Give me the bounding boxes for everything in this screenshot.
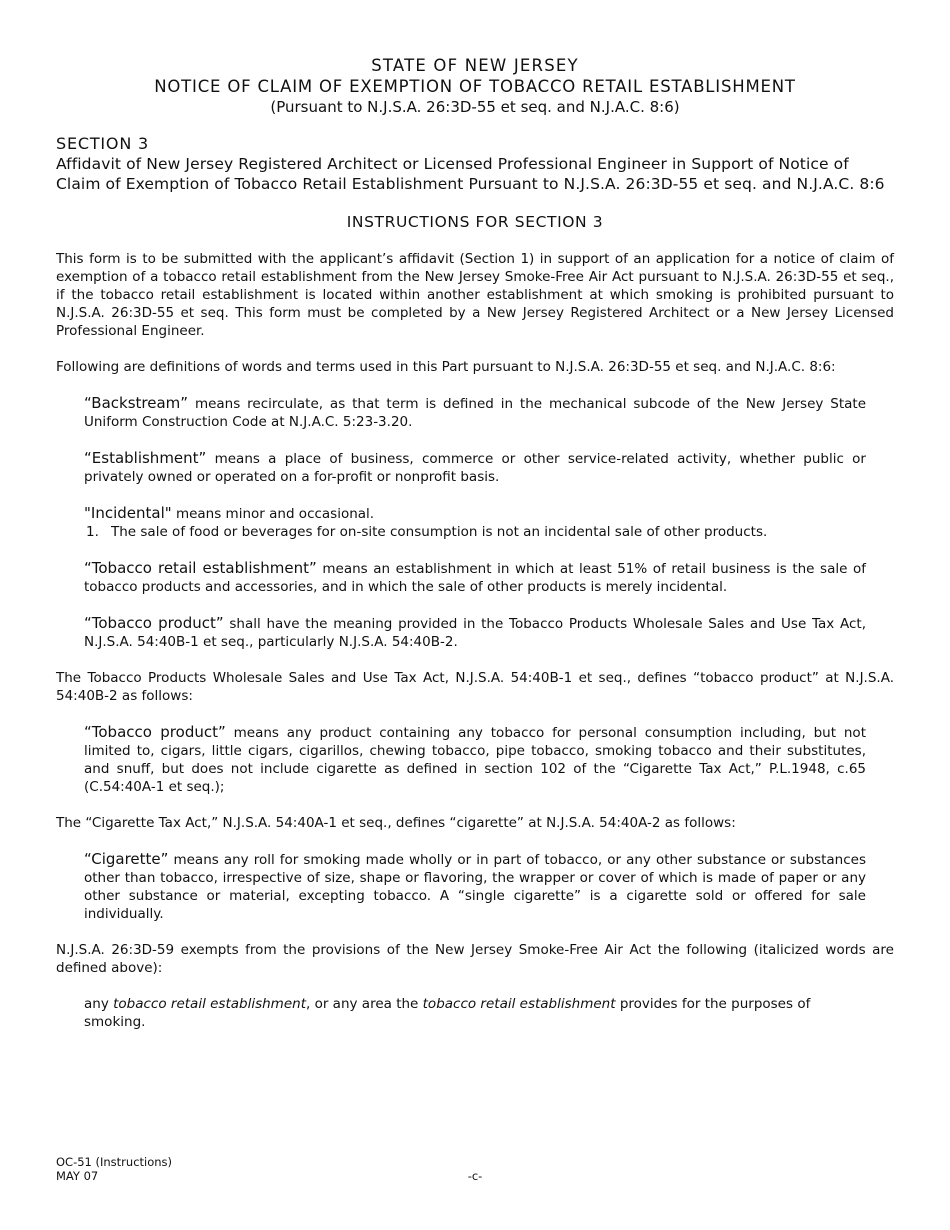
header-notice-title: NOTICE OF CLAIM OF EXEMPTION OF TOBACCO RETAIL ESTABLISHMENT <box>154 77 796 96</box>
header-statute: (Pursuant to N.J.S.A. 26:3D-55 et seq. and N.J.A.C. 8:6) <box>270 98 680 116</box>
definition-cigarette-text: means any roll for smoking made wholly or in part of tobacco, or any other substance or substances other than tobacco, irrespective of size, shape or flavoring, the wrapper or cover of which is made of paper or any other substance or material, excepting tobacco. A “single cigarette” is a cigarette sold or offered for sale individually. <box>84 852 866 922</box>
page-number: -c- <box>467 1169 483 1183</box>
term-cigarette: “Cigarette” <box>84 850 169 868</box>
footer-form-id: OC-51 (Instructions) <box>56 1155 173 1169</box>
definition-incidental-text: means minor and occasional. <box>171 506 375 522</box>
exemption-text-part: , or any area the <box>306 996 423 1012</box>
definition-establishment <box>84 449 866 486</box>
definition-establishment-text: means a place of business, commerce or other service-related activity, whether public or privately owned or operated on a for-profit or nonprofit basis. <box>84 451 866 485</box>
list-item-number: 1. <box>86 524 99 540</box>
term-establishment: “Establishment” <box>84 449 207 467</box>
header-state: STATE OF NEW JERSEY <box>371 56 579 75</box>
definitions-intro: Following are definitions of words and terms used in this Part pursuant to N.J.S.A. 26:3D-55 et seq. and N.J.A.C. 8:6: <box>56 359 836 375</box>
footer-date: MAY 07 <box>56 1169 99 1183</box>
exemption-intro: N.J.S.A. 26:3D-59 exempts from the provisions of the New Jersey Smoke-Free Air Act the following (italicized words are defined above): <box>56 942 894 976</box>
exemption-text <box>84 995 866 1031</box>
definition-cigarette <box>84 850 866 923</box>
term-tobacco-retail-establishment: “Tobacco retail establishment” <box>84 559 317 577</box>
exemption-italic-term: tobacco retail establishment <box>422 996 616 1012</box>
definition-tobacco-retail-establishment <box>84 559 866 596</box>
cigarette-act-intro: The “Cigarette Tax Act,” N.J.S.A. 54:40A-1 et seq., defines “cigarette” at N.J.S.A. 54:40A-2 as follows: <box>56 815 736 831</box>
definition-backstream <box>84 394 866 431</box>
instructions-title: INSTRUCTIONS FOR SECTION 3 <box>346 213 604 231</box>
term-tobacco-product-statute: “Tobacco product” <box>84 723 226 741</box>
list-item-text: The sale of food or beverages for on-site consumption is not an incidental sale of other products. <box>111 524 768 540</box>
document-page <box>56 56 894 1031</box>
definition-incidental <box>84 504 866 523</box>
definition-tobacco-product <box>84 614 866 651</box>
definition-backstream-text: means recirculate, as that term is defined in the mechanical subcode of the New Jersey State Uniform Construction Code at N.J.A.C. 5:23-3.20. <box>84 396 866 430</box>
definition-tobacco-product-statute-text: means any product containing any tobacco for personal consumption including, but not limited to, cigars, little cigars, cigarillos, chewing tobacco, pipe tobacco, smoking tobacco and their substitutes, and snuff, but does not include cigarette as defined in section 102 of the “Cigarette Tax Act,” P.L.1948, c.65 (C.54:40A-1 et seq.); <box>84 725 866 795</box>
term-tobacco-product: “Tobacco product” <box>84 614 224 632</box>
section-heading: SECTION 3 <box>56 134 149 153</box>
section-description: Affidavit of New Jersey Registered Architect or Licensed Professional Engineer in Support of Notice of Claim of Exemption of Tobacco Retail Establishment Pursuant to N.J.S.A. 26:3D-55 et seq. and N.J.A.C. 8:6 <box>56 155 885 193</box>
definition-tobacco-product-statute <box>84 723 866 796</box>
definition-tre-text: means an establishment in which at least 51% of retail business is the sale of tobacco products and accessories, and in which the sale of other products is merely incidental. <box>84 561 866 595</box>
exemption-italic-term: tobacco retail establishment <box>113 996 306 1012</box>
list-item <box>86 523 866 541</box>
intro-paragraph: This form is to be submitted with the applicant’s affidavit (Section 1) in support of an application for a notice of claim of exemption of a tobacco retail establishment from the New Jersey Smoke-Free Air Act pursuant to N.J.S.A. 26:3D-55 et seq., if the tobacco retail establishment is located within another establishment at which smoking is prohibited pursuant to N.J.S.A. 26:3D-55 et seq. This form must be completed by a New Jersey Registered Architect or a New Jersey Licensed Professional Engineer. <box>56 251 894 339</box>
definition-tobacco-product-text: shall have the meaning provided in the Tobacco Products Wholesale Sales and Use Tax Act, N.J.S.A. 54:40B-1 et seq., particularly N.J.S.A. 54:40B-2. <box>84 616 866 650</box>
exemption-text-part: any <box>84 996 114 1012</box>
term-backstream: “Backstream” <box>84 394 189 412</box>
term-incidental: "Incidental" <box>84 504 172 522</box>
wholesale-act-intro: The Tobacco Products Wholesale Sales and Use Tax Act, N.J.S.A. 54:40B-1 et seq., defines “tobacco product” at N.J.S.A. 54:40B-2 as follows: <box>56 670 894 704</box>
exemption-text-part: provides for the purposes of smoking. <box>84 996 811 1030</box>
